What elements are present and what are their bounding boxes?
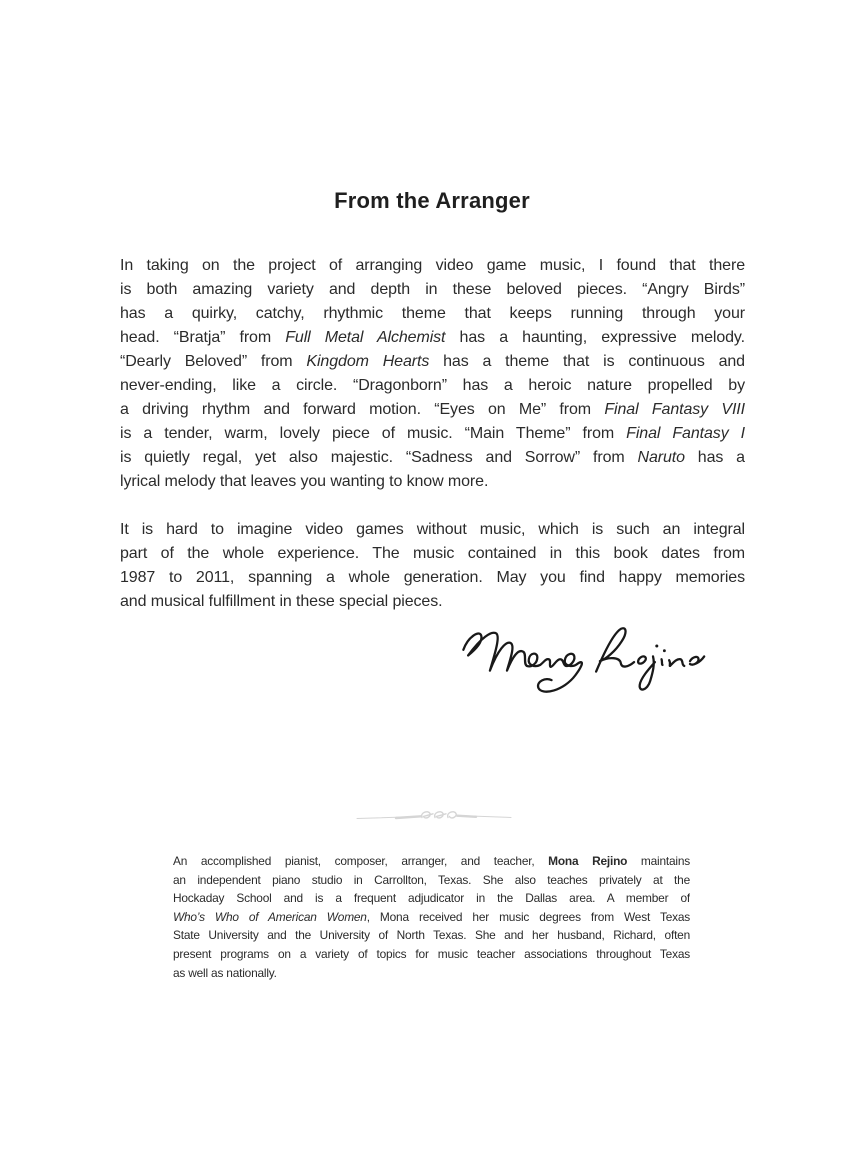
- text-line: [120, 302, 745, 326]
- arranger-note-paragraph-2: [120, 518, 745, 614]
- text-segment: maintains: [627, 854, 690, 868]
- text-segment: is both amazing variety and depth in these beloved pieces. “Angry Birds”: [120, 281, 745, 298]
- flourish-icon: [354, 806, 514, 828]
- text-segment: Who’s Who of American Women: [173, 909, 367, 924]
- text-segment: “Dearly Beloved” from: [120, 353, 307, 370]
- text-line: [120, 542, 745, 566]
- page-title: From the Arranger: [334, 188, 530, 213]
- text-segment: present programs on a variety of topics for music teacher associations throughout Texas: [173, 946, 690, 961]
- text-line: [120, 518, 745, 542]
- signature-handwriting-image: [452, 620, 708, 708]
- text-line: [173, 945, 690, 964]
- text-segment: has a haunting, expressive melody.: [445, 329, 745, 346]
- text-segment: It is hard to imagine video games without music, which is such an integral: [120, 521, 745, 538]
- text-segment: and musical fulfillment in these special pieces.: [120, 593, 443, 610]
- text-line: [120, 470, 745, 494]
- text-line: [120, 278, 745, 302]
- decorative-flourish-divider: [354, 806, 514, 828]
- text-line: [120, 326, 745, 350]
- text-line: [120, 590, 745, 614]
- text-line: [120, 254, 745, 278]
- text-segment: as well as nationally.: [173, 965, 277, 980]
- text-line: [173, 964, 690, 983]
- text-segment: lyrical melody that leaves you wanting to know more.: [120, 473, 489, 490]
- text-segment: Hockaday School and is a frequent adjudicator in the Dallas area. A member of: [173, 891, 690, 906]
- arranger-note-paragraph-1: [120, 254, 745, 494]
- text-segment: head. “Bratja” from: [120, 329, 286, 346]
- text-segment: Mona Rejino: [548, 854, 628, 868]
- text-segment: has a theme that is continuous and: [429, 353, 745, 370]
- text-segment: is a tender, warm, lovely piece of music. “Main Theme” from: [120, 425, 627, 442]
- text-segment: never-ending, like a circle. “Dragonborn” has a heroic nature propelled by: [120, 377, 745, 394]
- text-segment: An accomplished pianist, composer, arranger, and teacher,: [173, 854, 549, 868]
- text-line: [120, 446, 745, 470]
- text-segment: , Mona received her music degrees from West Texas: [366, 909, 690, 924]
- text-segment: State University and the University of North Texas. She and her husband, Richard, often: [173, 928, 690, 943]
- text-line: [120, 350, 745, 374]
- text-line: [120, 566, 745, 590]
- text-line: [120, 422, 745, 446]
- text-segment: 1987 to 2011, spanning a whole generation. May you find happy memories: [120, 569, 745, 586]
- text-line: [173, 889, 690, 908]
- text-segment: Naruto: [637, 449, 685, 466]
- text-segment: part of the whole experience. The music contained in this book dates from: [120, 545, 745, 562]
- signature-mona-rejino: [452, 620, 708, 708]
- text-line: [173, 908, 690, 927]
- text-line: [173, 871, 690, 890]
- text-segment: has a quirky, catchy, rhythmic theme that keeps running through your: [120, 305, 745, 322]
- author-bio: [173, 852, 690, 982]
- text-segment: a driving rhythm and forward motion. “Eyes on Me” from: [120, 401, 605, 418]
- text-segment: Final Fantasy VIII: [604, 401, 745, 418]
- text-segment: Full Metal Alchemist: [285, 329, 446, 346]
- text-segment: In taking on the project of arranging video game music, I found that there: [120, 257, 745, 274]
- text-segment: has a: [684, 449, 745, 466]
- text-segment: Kingdom Hearts: [306, 353, 430, 370]
- text-line: [120, 398, 745, 422]
- text-line: [120, 374, 745, 398]
- text-segment: is quietly regal, yet also majestic. “Sadness and Sorrow” from: [120, 449, 638, 466]
- text-line: [173, 852, 690, 871]
- text-line: [173, 926, 690, 945]
- text-segment: an independent piano studio in Carrollton, Texas. She also teaches privately at the: [173, 872, 690, 887]
- text-segment: Final Fantasy I: [626, 425, 745, 442]
